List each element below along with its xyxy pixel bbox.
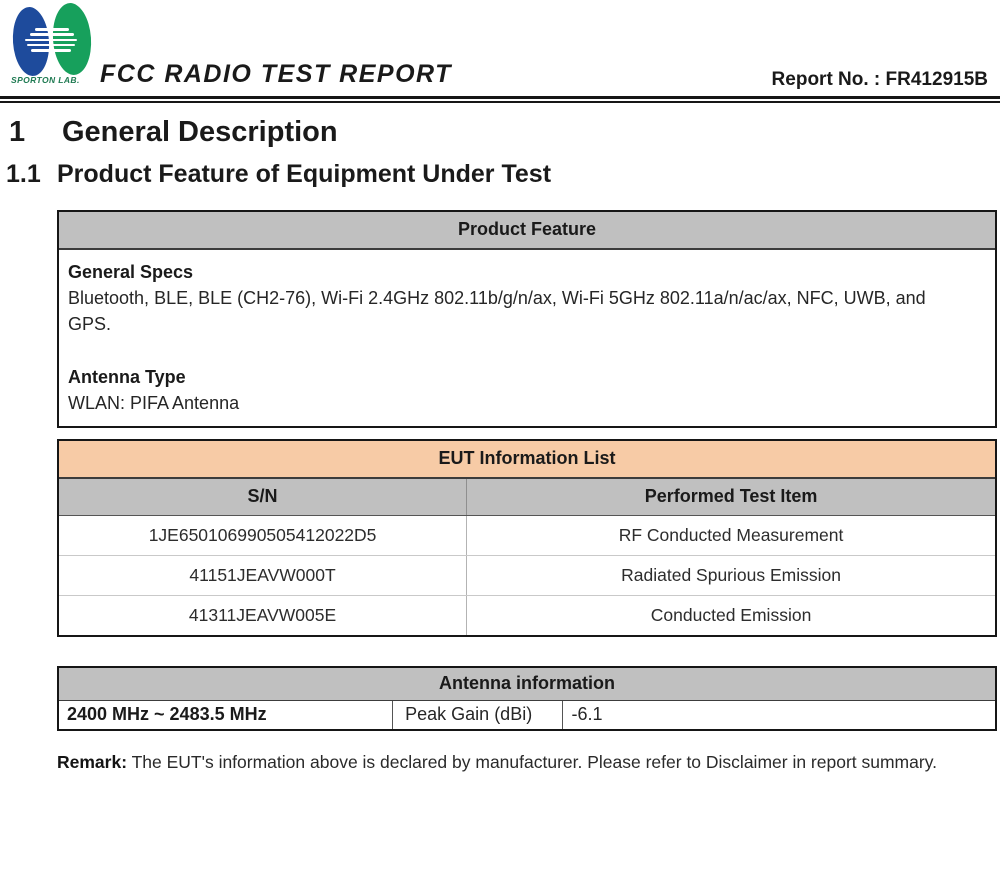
- antenna-type-text: WLAN: PIFA Antenna: [68, 393, 240, 414]
- table-row: [59, 516, 995, 556]
- test-item-cell: Radiated Spurious Emission: [621, 565, 841, 586]
- remark-label: Remark:: [57, 752, 128, 773]
- spacer: [68, 337, 986, 364]
- section-title: General Description: [62, 116, 338, 148]
- serial-number-cell: 1JE650106990505412022D5: [59, 516, 467, 555]
- test-item-cell: RF Conducted Measurement: [618, 525, 844, 546]
- serial-number-cell: 41151JEAVW000T: [59, 556, 467, 595]
- page-header: [0, 0, 1000, 96]
- peak-gain-value-cell: -6.1: [571, 704, 603, 725]
- subsection-number: 1.1: [6, 160, 41, 189]
- test-item-cell: Conducted Emission: [650, 605, 812, 626]
- remark-note: [57, 744, 999, 780]
- product-feature-table: [57, 210, 997, 428]
- section-heading-1-1: [0, 160, 1000, 189]
- remark-text: The EUT's information above is declared by manufacturer. Please refer to Disclaimer in report summary.: [127, 752, 938, 773]
- frequency-range-cell: 2400 MHz ~ 2483.5 MHz: [59, 701, 393, 729]
- antenna-type-label: Antenna Type: [68, 367, 186, 388]
- column-header-sn: S/N: [59, 479, 467, 515]
- report-number: Report No. : FR412915B: [771, 69, 988, 90]
- logo-stripes-icon: [23, 28, 81, 54]
- subsection-title: Product Feature of Equipment Under Test: [57, 160, 552, 189]
- eut-table-header-row: [59, 479, 995, 516]
- table-row: [59, 556, 995, 596]
- product-feature-table-title: Product Feature: [59, 212, 995, 250]
- sporton-logo: [10, 2, 100, 86]
- column-header-test-item: Performed Test Item: [644, 486, 818, 507]
- section-heading-1: [0, 116, 1000, 149]
- antenna-table-title: Antenna information: [59, 668, 995, 701]
- peak-gain-label-cell: Peak Gain (dBi): [393, 701, 562, 729]
- section-number: 1: [9, 116, 26, 148]
- header-divider-bottom: [0, 101, 1000, 103]
- document-title: FCC RADIO TEST REPORT: [100, 60, 452, 88]
- general-specs-label: General Specs: [68, 262, 194, 283]
- logo-label: SPORTON LAB.: [11, 75, 80, 85]
- eut-table-title: EUT Information List: [59, 441, 995, 479]
- eut-information-table: [57, 439, 997, 637]
- antenna-information-table: [57, 666, 997, 731]
- antenna-table-row: [59, 701, 995, 729]
- serial-number-cell: 41311JEAVW005E: [59, 596, 467, 635]
- general-specs-text: Bluetooth, BLE, BLE (CH2-76), Wi-Fi 2.4GHz 802.11b/g/n/ax, Wi-Fi 5GHz 802.11a/n/ac/ax, NFC, UWB, and GPS.: [68, 288, 926, 335]
- product-feature-table-body: [59, 250, 995, 426]
- table-row: [59, 596, 995, 635]
